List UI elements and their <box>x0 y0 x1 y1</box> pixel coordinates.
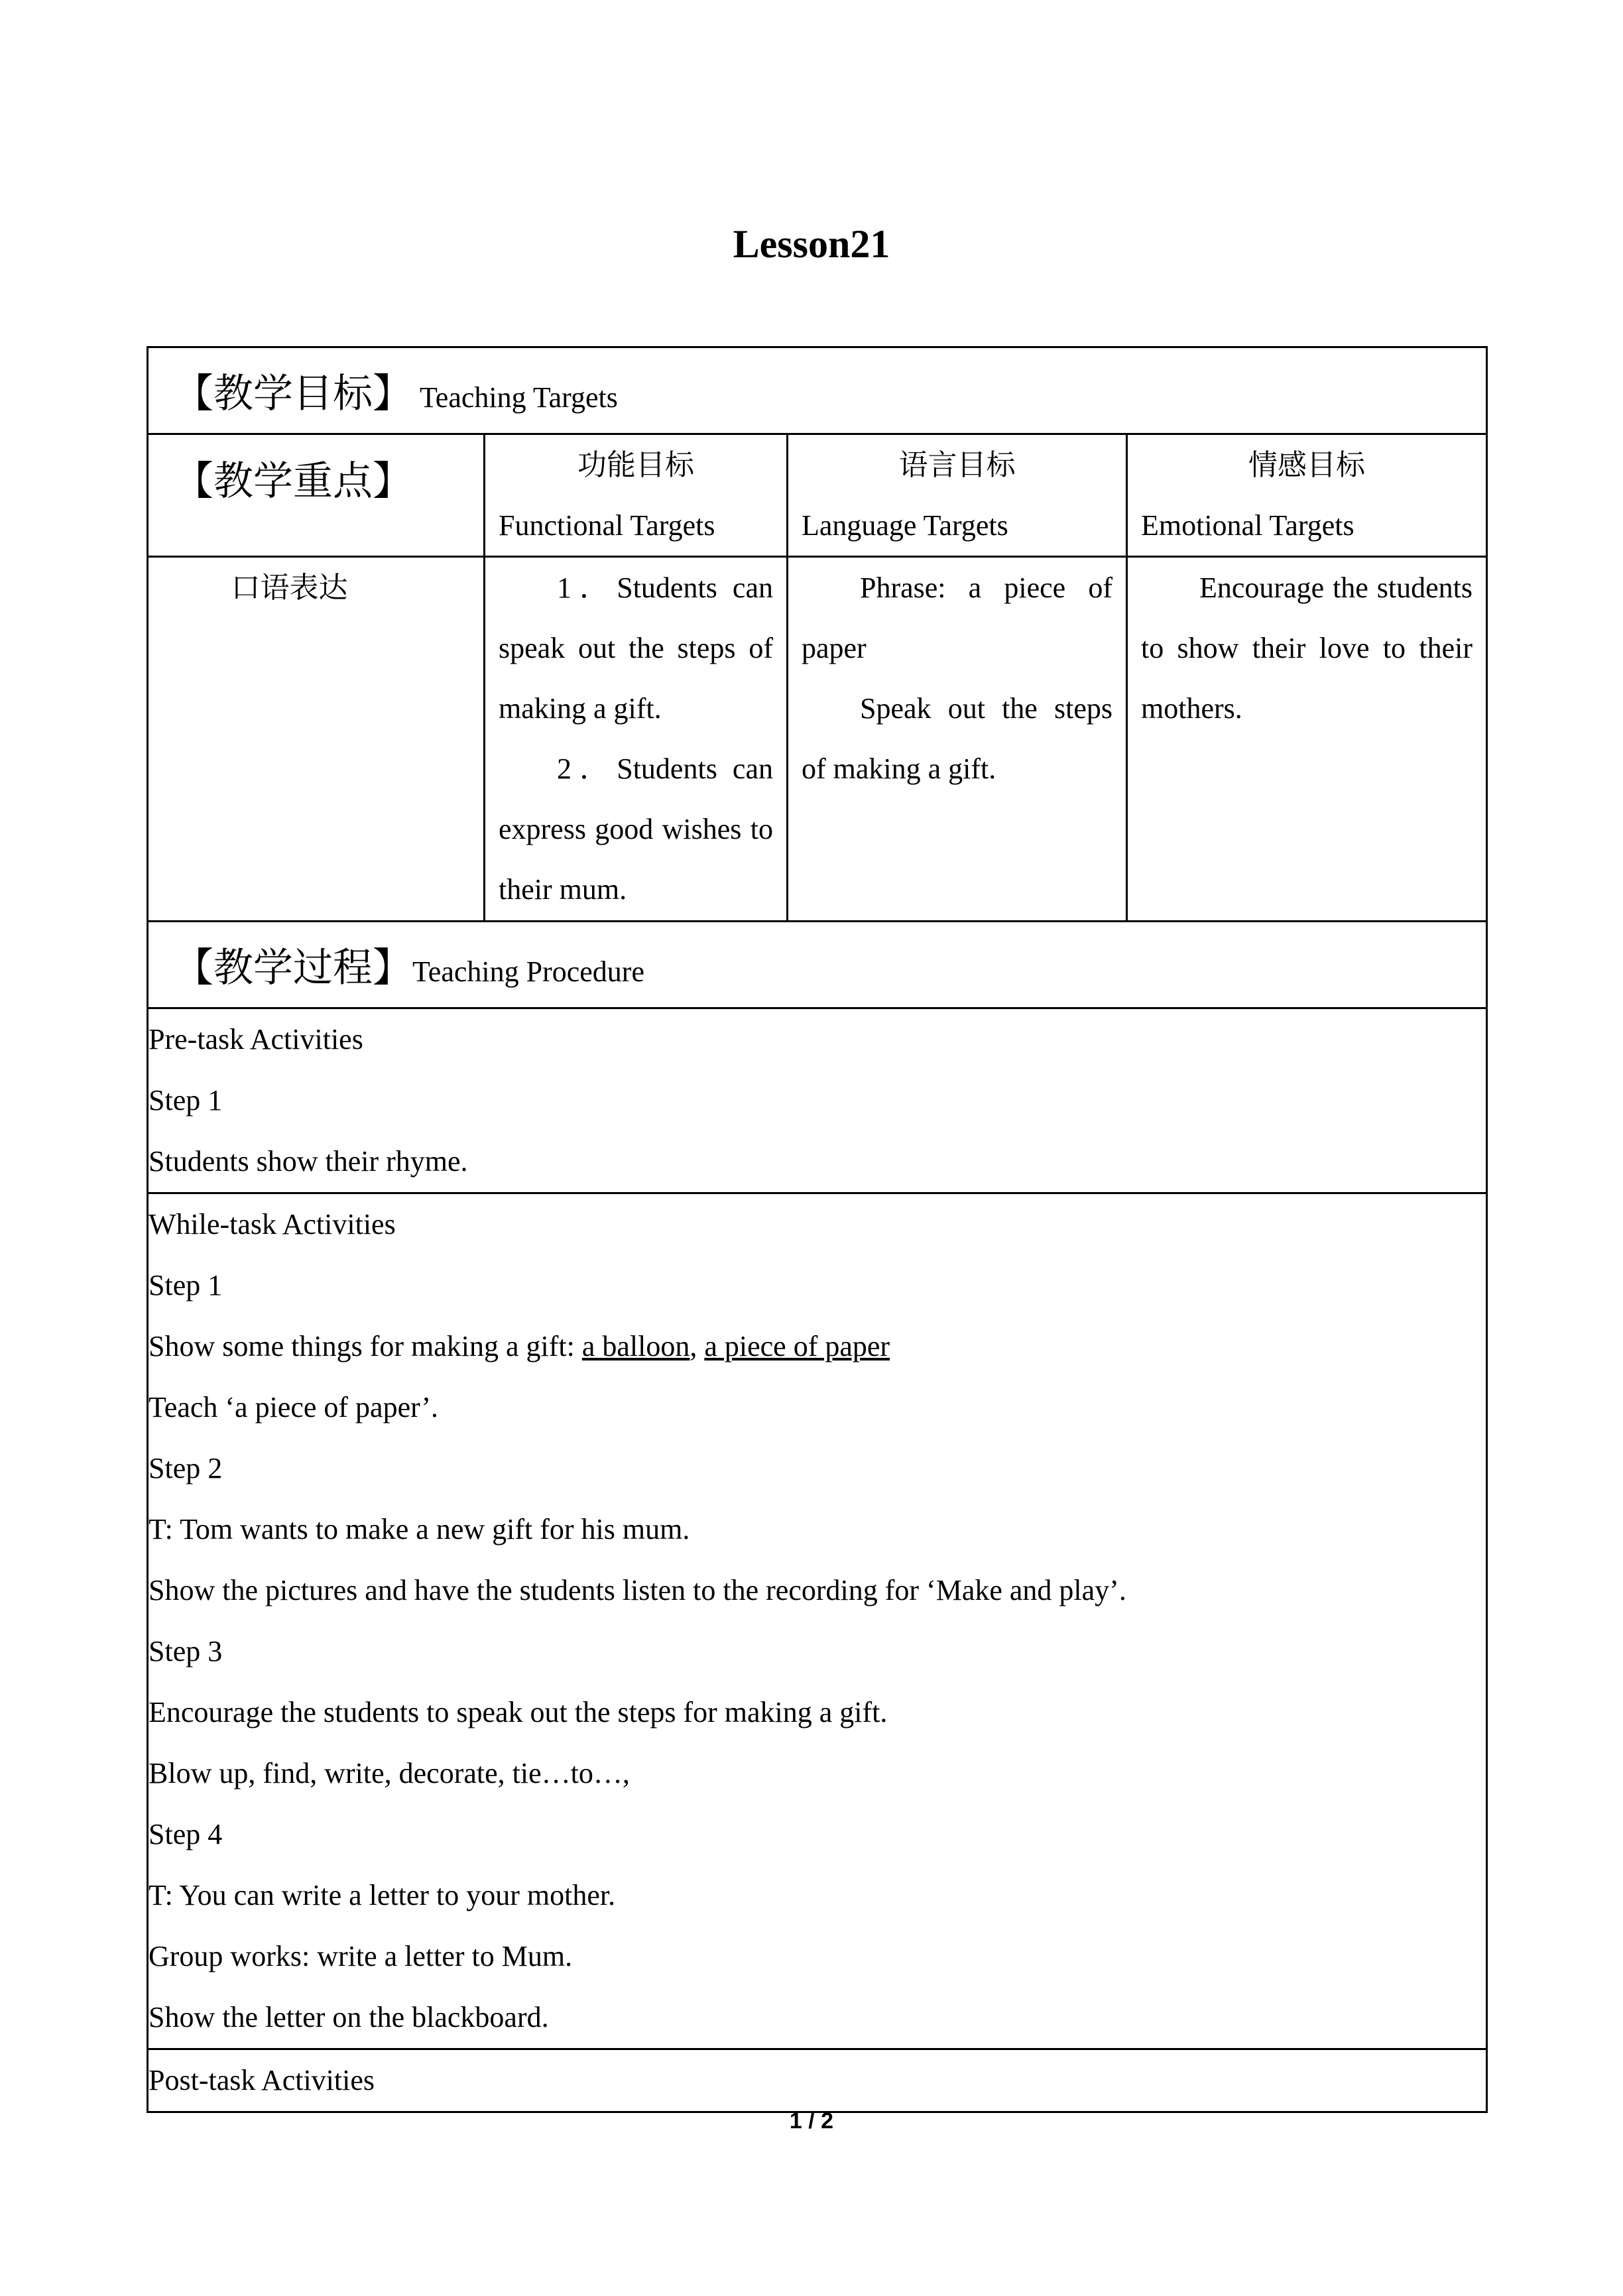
emotional-target: Encourage the students to show their love to their mothers. <box>1141 572 1473 725</box>
pre-task-step-1: Step 1 <box>149 1084 223 1117</box>
procedure-header-row <box>148 922 1487 1008</box>
letter-line: T: You can write a letter to your mother. <box>149 1879 616 1911</box>
item-balloon: a balloon <box>581 1330 690 1362</box>
show-things-text: Show some things for making a gift: <box>149 1330 575 1362</box>
post-task-title: Post-task Activities <box>149 2064 375 2096</box>
targets-header-cn: 【教学目标】 <box>174 372 412 416</box>
page-title: Lesson21 <box>733 222 890 266</box>
targets-header-en: Teaching Targets <box>420 381 618 414</box>
post-task-row <box>148 2049 1487 2112</box>
while-step-3: Step 3 <box>149 1635 223 1667</box>
language-col-en: Language Targets <box>802 509 1008 542</box>
post-task-cell <box>148 2049 1487 2112</box>
targets-header-row <box>148 347 1487 434</box>
functional-col-cn: 功能目标 <box>577 449 694 481</box>
lesson-plan-table <box>147 346 1488 2113</box>
pre-task-row <box>148 1008 1487 1193</box>
functional-target-1: 1．Students can speak out the steps of making a gift. <box>499 572 773 725</box>
functional-col-header <box>485 434 788 557</box>
while-step-4: Step 4 <box>149 1818 223 1850</box>
pre-task-line-1: Students show their rhyme. <box>149 1145 468 1178</box>
language-col-header <box>788 434 1127 557</box>
item-paper: a piece of paper <box>704 1330 890 1362</box>
emotional-col-header <box>1127 434 1487 557</box>
emotional-col-cn: 情感目标 <box>1248 449 1365 481</box>
while-step-1: Step 1 <box>149 1269 223 1301</box>
language-target-1: Phrase: a piece of paper <box>802 572 1112 664</box>
functional-targets-cell <box>485 557 788 922</box>
page-number: 1 / 2 <box>789 2108 834 2134</box>
row-label-cell <box>148 557 485 922</box>
targets-content-row <box>148 557 1487 922</box>
pre-task-title: Pre-task Activities <box>149 1023 363 1056</box>
focus-header-cn: 【教学重点】 <box>174 459 412 503</box>
pre-task-cell <box>148 1008 1487 1193</box>
language-col-cn: 语言目标 <box>898 449 1016 481</box>
row-label: 口语表达 <box>231 572 348 604</box>
while-task-cell <box>148 1193 1487 2049</box>
focus-header <box>148 434 485 557</box>
encourage-line: Encourage the students to speak out the steps for making a gift. <box>149 1696 888 1728</box>
procedure-header-cn: 【教学过程】 <box>174 946 412 990</box>
while-step-2: Step 2 <box>149 1452 223 1484</box>
show-letter-line: Show the letter on the blackboard. <box>149 2001 549 2033</box>
functional-col-en: Functional Targets <box>499 509 715 542</box>
targets-header <box>148 347 1487 434</box>
teach-line: Teach ‘a piece of paper’. <box>149 1391 439 1423</box>
show-pictures-line: Show the pictures and have the students listen to the recording for ‘Make and play’. <box>149 1574 1126 1606</box>
emotional-targets-cell <box>1127 557 1487 922</box>
while-task-row <box>148 1193 1487 2049</box>
group-line: Group works: write a letter to Mum. <box>149 1940 573 1972</box>
tom-line: T: Tom wants to make a new gift for his mum. <box>149 1513 690 1545</box>
procedure-header-en: Teaching Procedure <box>412 955 644 988</box>
verbs-line: Blow up, find, write, decorate, tie…to…, <box>149 1757 630 1789</box>
while-task-title: While-task Activities <box>149 1208 396 1240</box>
emotional-col-en: Emotional Targets <box>1141 509 1354 542</box>
focus-header-row <box>148 434 1487 557</box>
functional-target-2: 2．Students can express good wishes to their mum. <box>499 753 773 906</box>
show-things-line: Show some things for making a gift: a balloon, a piece of paper <box>149 1330 890 1362</box>
language-target-2: Speak out the steps of making a gift. <box>802 692 1112 785</box>
procedure-header <box>148 922 1487 1008</box>
language-targets-cell <box>788 557 1127 922</box>
